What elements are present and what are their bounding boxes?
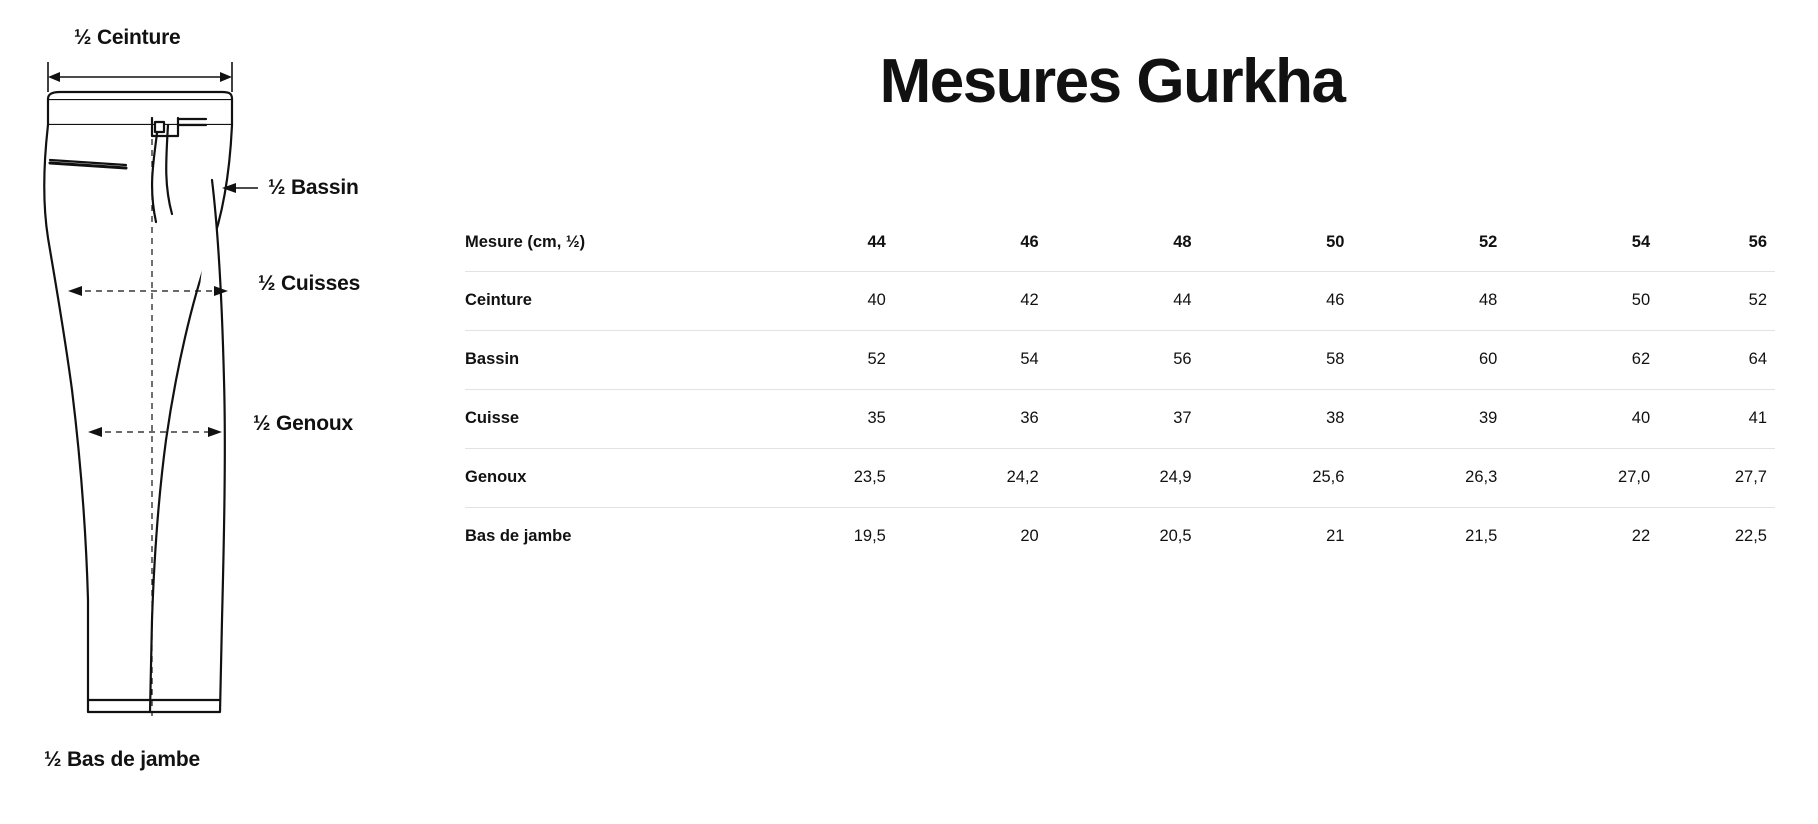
trouser-illustration [0,0,470,824]
cell-bas-de-jambe-50: 21 [1326,527,1345,546]
label-thigh: ½ Cuisses [258,272,361,295]
cell-genoux-52: 26,3 [1465,468,1498,487]
cell-genoux-44: 23,5 [853,468,886,487]
cell-bas-de-jambe-54: 22 [1631,527,1651,546]
size-table [465,232,1775,566]
column-header-size-48: 48 [1173,232,1192,251]
cell-cuisse-44: 35 [867,409,886,428]
cell-genoux-50: 25,6 [1312,468,1345,487]
cell-genoux-54: 27,0 [1618,468,1651,487]
cell-ceinture-52: 48 [1478,291,1498,310]
trouser-diagram [0,0,470,824]
cell-bassin-54: 62 [1631,350,1651,369]
row-label-ceinture: Ceinture [465,291,532,310]
label-knee: ½ Genoux [253,412,353,435]
cell-bassin-52: 60 [1478,350,1498,369]
cell-bas-de-jambe-48: 20,5 [1159,527,1192,546]
row-label-genoux: Genoux [465,468,527,487]
cell-cuisse-56: 41 [1748,409,1767,428]
cell-bas-de-jambe-44: 19,5 [853,527,886,546]
row-label-bas-de-jambe: Bas de jambe [465,527,572,546]
page-title: Mesures Gurkha [879,47,1345,116]
size-table-wrapper [465,232,1775,566]
cell-genoux-56: 27,7 [1734,468,1767,487]
table-header-row [465,232,1775,271]
cell-cuisse-54: 40 [1631,409,1651,428]
cell-ceinture-50: 46 [1326,291,1345,310]
table-row [465,448,1775,507]
waist-dimension [48,62,232,92]
size-table-body [465,271,1775,566]
column-header-size-56: 56 [1748,232,1767,251]
cell-ceinture-48: 44 [1173,291,1192,310]
cell-cuisse-52: 39 [1478,409,1498,428]
column-header-size-54: 54 [1631,232,1651,251]
label-waist: ½ Ceinture [74,26,181,49]
cell-bassin-46: 54 [1020,350,1039,369]
table-row [465,389,1775,448]
label-hip: ½ Bassin [268,176,359,199]
cell-genoux-48: 24,9 [1159,468,1192,487]
row-label-cuisse: Cuisse [465,409,520,428]
table-row [465,507,1775,566]
cell-cuisse-48: 37 [1173,409,1192,428]
cell-bas-de-jambe-56: 22,5 [1734,527,1767,546]
cell-ceinture-46: 42 [1020,291,1039,310]
cell-bassin-44: 52 [867,350,886,369]
column-header-measure: Mesure (cm, ½) [465,233,586,251]
table-row [465,271,1775,330]
cell-bas-de-jambe-46: 20 [1020,527,1039,546]
cell-bas-de-jambe-52: 21,5 [1465,527,1498,546]
label-leg-opening: ½ Bas de jambe [44,748,200,771]
measurements-panel [452,0,1818,824]
cell-bassin-48: 56 [1173,350,1192,369]
column-header-size-46: 46 [1020,232,1039,251]
column-header-size-52: 52 [1478,232,1498,251]
cell-ceinture-54: 50 [1631,291,1651,310]
size-table-head [465,232,1775,271]
table-row [465,330,1775,389]
cell-genoux-46: 24,2 [1006,468,1039,487]
row-label-bassin: Bassin [465,350,520,369]
hip-dimension [222,183,258,193]
cell-cuisse-50: 38 [1326,409,1345,428]
cell-ceinture-44: 40 [867,291,886,310]
column-header-size-50: 50 [1326,232,1345,251]
column-header-size-44: 44 [867,232,886,251]
cell-bassin-50: 58 [1326,350,1345,369]
cell-cuisse-46: 36 [1020,409,1039,428]
cell-bassin-56: 64 [1748,350,1767,369]
cell-ceinture-56: 52 [1748,291,1767,310]
